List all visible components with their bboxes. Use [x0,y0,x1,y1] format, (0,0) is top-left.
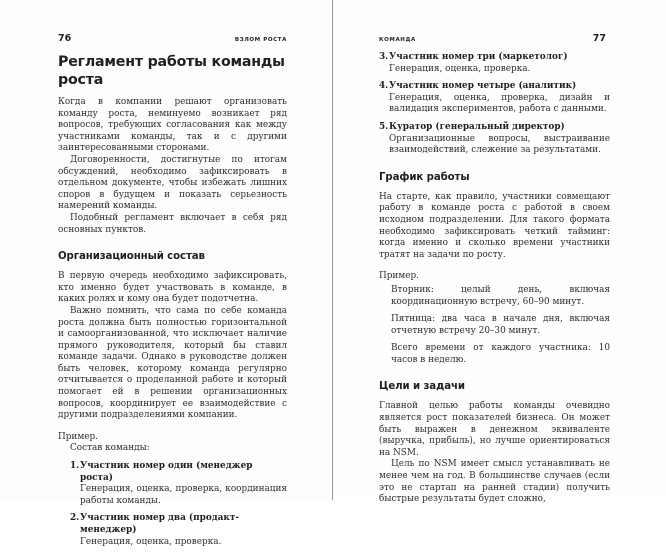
member-description: Генерация, оценка, проверка. [389,63,531,74]
section-heading-schedule: График работы [379,171,470,183]
schedule-item: Всего времени от каждого участника: 10 часов в неделю. [391,343,610,365]
member-description: Генерация, оценка, проверка, дизайн и валидация экспериментов, работа с данными. [389,92,610,115]
schedule-item: Пятница: два часа в начале дня, включая отчетную встречу 20–30 минут. [391,314,610,336]
list-number: 3. [379,52,389,62]
member-description: Генерация, оценка, проверка. [80,536,222,547]
chapter-title: Регламент работы команды роста [58,54,285,88]
page-number: 76 [58,33,72,44]
member-role: Участник номер два (продакт-менеджер) [80,513,239,535]
book-spine-divider [332,0,333,500]
running-head-title: ВЗЛОМ РОСТА [234,37,287,43]
right-page [333,0,666,505]
list-item [379,52,610,75]
paragraph: Цель по NSM имеет смысл устанавливать не менее чем на год. В большинстве случаев (если это не стартап на ранней стадии) получить быстрые результаты будет сложно, [379,459,610,505]
right-page-content [379,52,610,506]
section-heading-goals: Цели и задачи [379,381,465,393]
left-running-head [0,33,333,44]
member-role: Участник номер четыре (аналитик) [389,81,577,92]
paragraph: В первую очередь необходимо зафиксировать, кто именно будет участвовать в команде, в каких ролях и кому она будет подотчетна. [58,271,287,305]
example-label: Пример. [58,431,98,442]
paragraph: Договоренности, достигнутые по итогам обсуждений, необходимо зафиксировать в отдельном документе, чтобы избежать лишних споров в будущем и показать серьезность намерений команды. [58,154,287,212]
schedule-item: Вторник: целый день, включая координационную встречу, 60–90 минут. [391,284,610,307]
list-item [379,122,610,157]
right-running-head [333,33,666,44]
list-item [379,81,610,116]
list-number: 2. [70,513,80,524]
paragraph: Важно помнить, что сама по себе команда роста должна быть полностью горизонтальной и самоорганизованной, что исключает наличие прямого руководителя, который бы ставил команде задачи. Однако в руководстве должен быть человек, которому команда регулярно отчитывается о проделанной работе и который помогает ей в решении организационных вопросов, координирует ее взаимодействие с другими подразделениями компании. [58,305,287,421]
paragraph: На старте, как правило, участники совмещают работу в команде роста с работой в своем исходном подразделении. Для такого формата необходимо зафиксировать четкий тайминг: когда именно и сколько времени участники тратят на задачи по росту. [379,191,610,260]
schedule-example [379,285,610,367]
paragraph: Главной целью работы команды очевидно является рост показателей бизнеса. Он может быть выражен в денежном эквиваленте (выручка, прибыль), но лучше ориентироваться на NSM. [379,401,610,458]
paragraph: Подобный регламент включает в себя ряд основных пунктов. [58,212,287,235]
running-head-title: КОМАНДА [379,37,416,43]
member-role: Куратор (генеральный директор) [389,121,565,132]
list-item [58,513,287,548]
list-item [58,461,287,507]
left-page-content [58,53,287,554]
team-label: Состав команды: [70,443,150,454]
team-members-list-continued [379,52,610,157]
member-role: Участник номер один (менеджер роста) [80,461,253,483]
team-members-list [58,461,287,548]
left-page [0,0,333,547]
member-description: Организационные вопросы, выстраивание взаимодействий, слежение за результатами. [389,133,610,156]
list-number: 1. [70,461,80,472]
example-label: Пример. [379,271,419,282]
member-description: Генерация, оценка, проверка, координация работы команды. [80,484,287,506]
list-number: 4. [379,81,389,92]
page-number: 77 [592,33,606,44]
paragraph: Когда в компании решают организовать команду роста, неминуемо возникает ряд вопросов, требующих согласования как между участниками команды, так и с другими заинтересованными сторонами. [58,97,287,154]
member-role: Участник номер три (маркетолог) [389,52,568,62]
section-heading-org: Организационный состав [58,251,205,263]
list-number: 5. [379,121,389,132]
